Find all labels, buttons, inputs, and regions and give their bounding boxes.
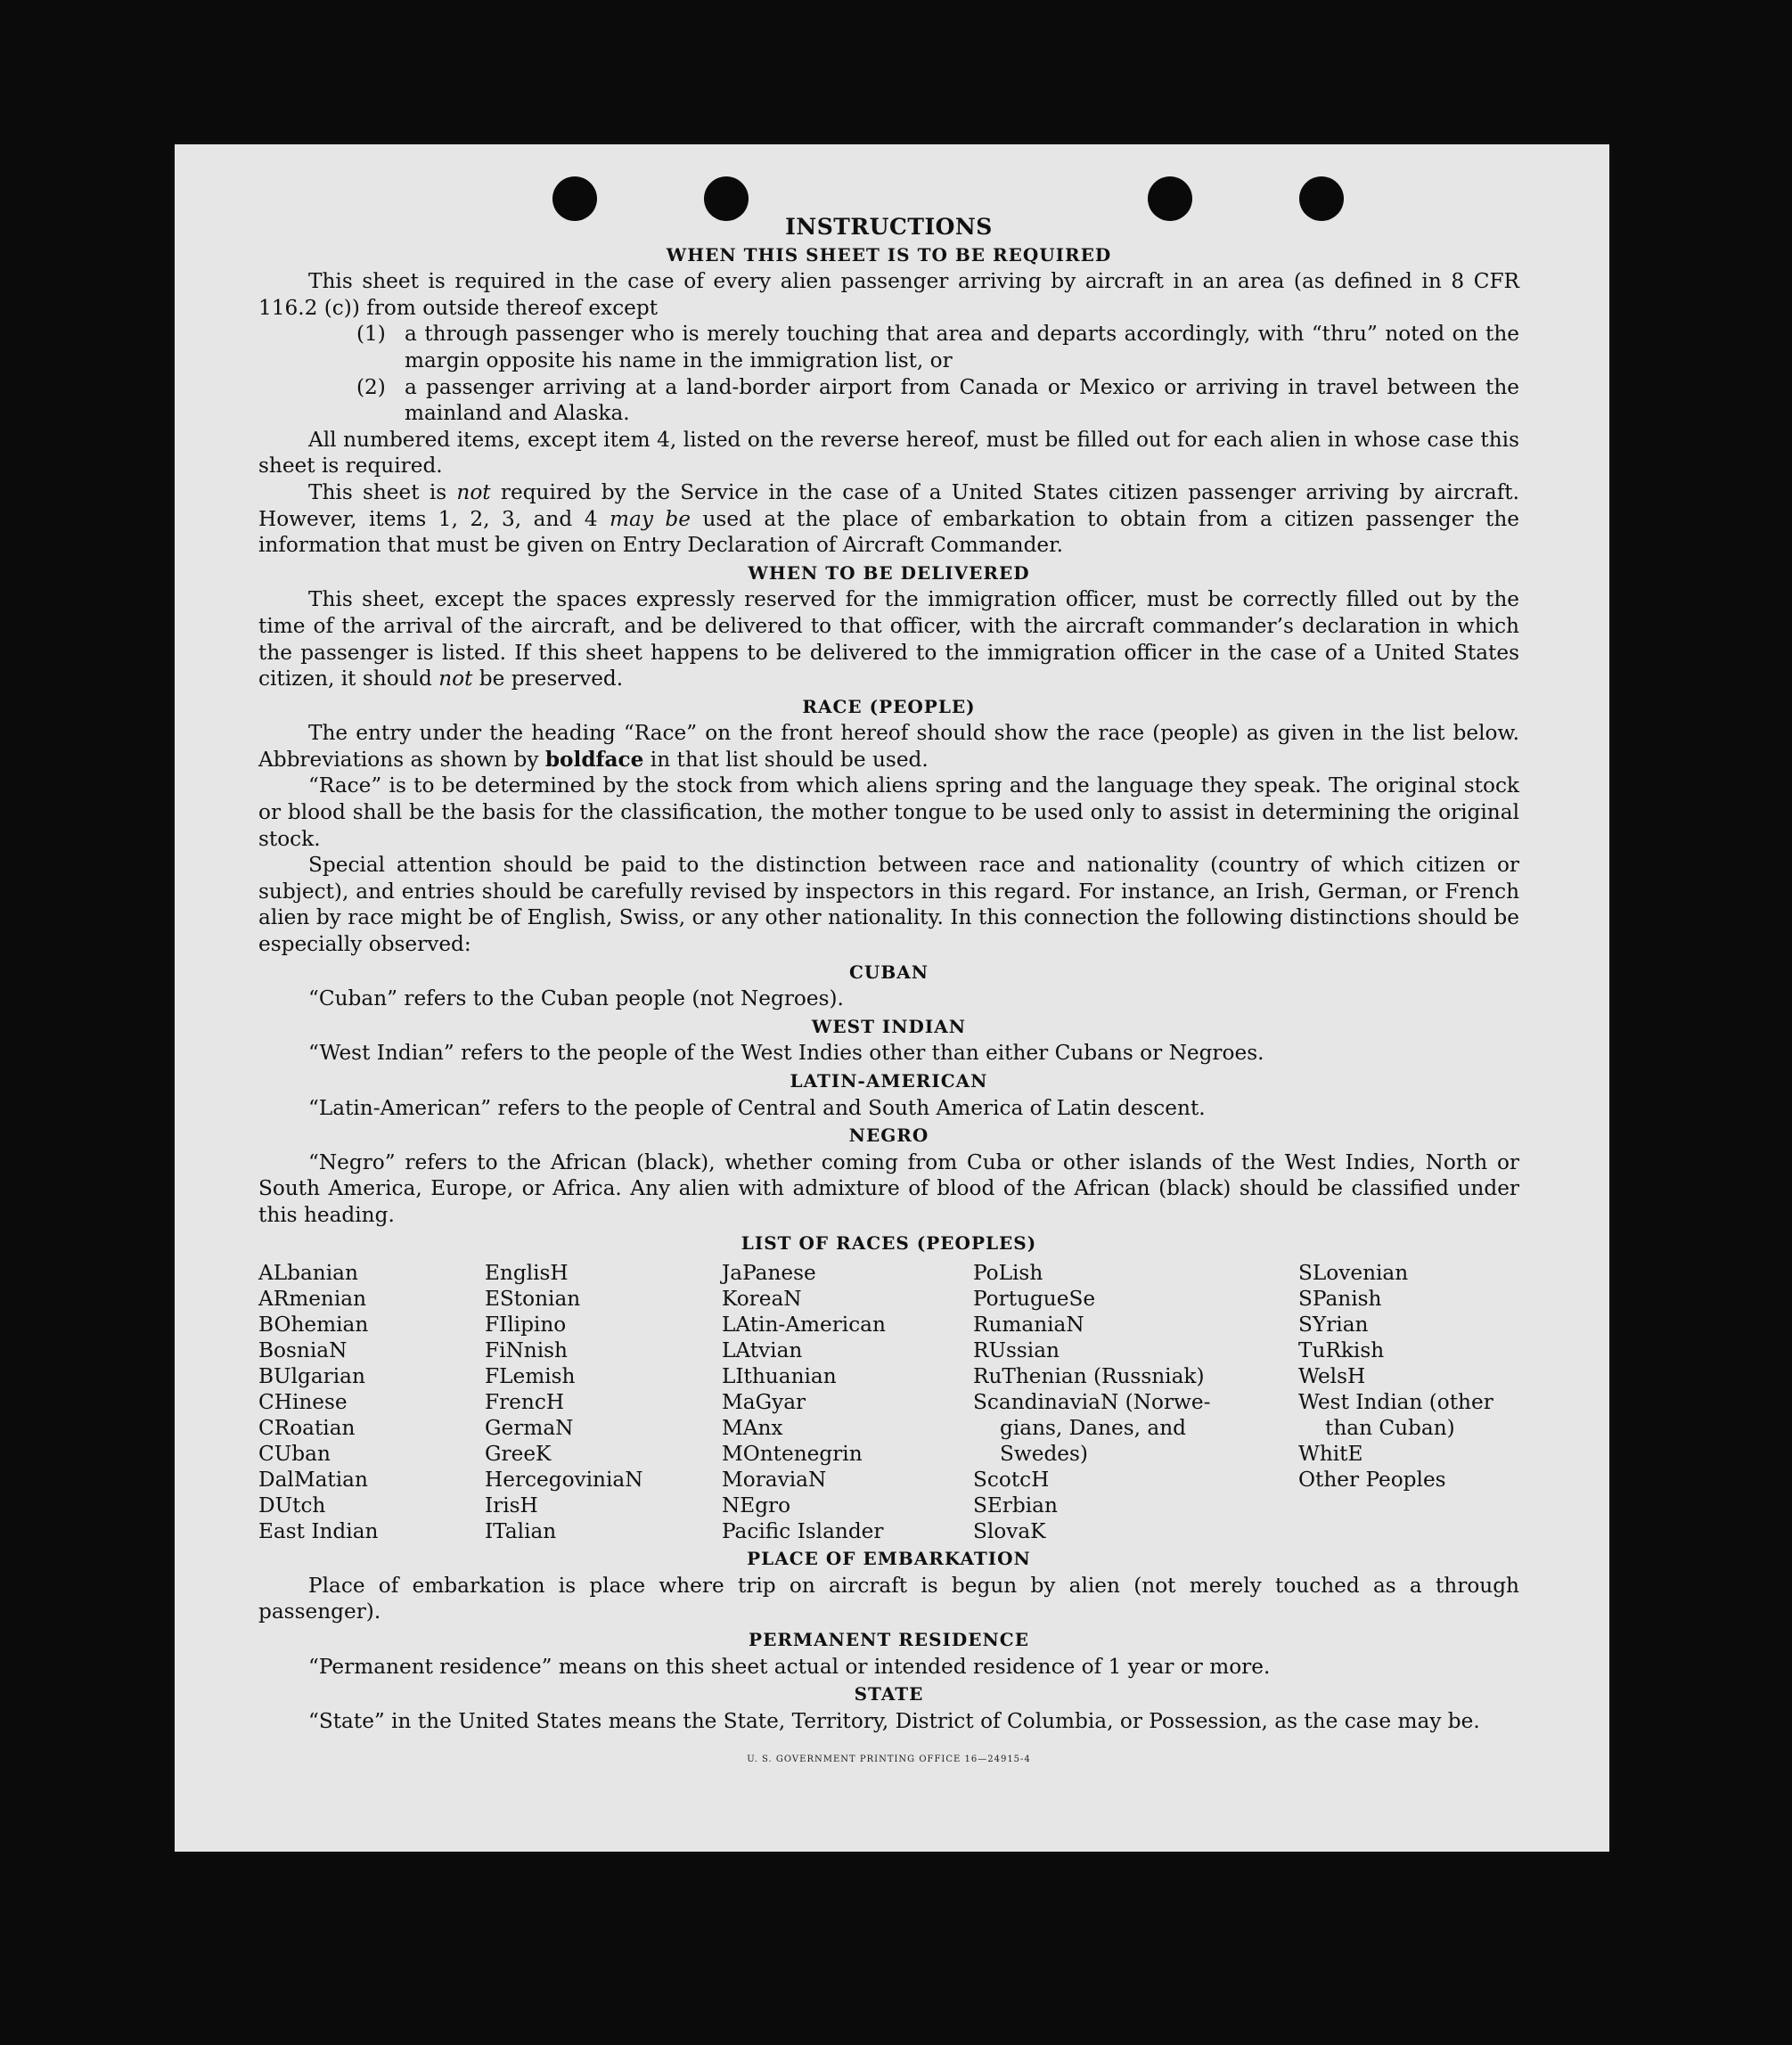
race-item: MAnx bbox=[722, 1416, 783, 1441]
race-item: FiNnish bbox=[485, 1338, 568, 1363]
race-item: CHinese bbox=[258, 1390, 348, 1415]
section-heading: PLACE OF EMBARKATION bbox=[747, 1548, 1031, 1570]
numbered-item bbox=[356, 321, 1519, 373]
race-item: DalMatian bbox=[258, 1468, 368, 1493]
race-item: than Cuban) bbox=[1325, 1416, 1455, 1441]
paragraph: “Latin-American” refers to the people of Central and South America of Latin descent. bbox=[308, 1095, 1206, 1120]
race-item: TuRkish bbox=[1298, 1338, 1385, 1363]
paragraph: Place of embarkation is place where trip on aircraft is begun by alien (not merely touched as a through passenger). bbox=[258, 1573, 1519, 1624]
bold-text: boldface bbox=[544, 747, 644, 772]
race-item: KoreaN bbox=[722, 1287, 802, 1312]
section-heading: STATE bbox=[854, 1683, 924, 1706]
item-text: a through passenger who is merely touching that area and departs accordingly, with “thru” noted on the margin opposite his name in the immigration list, or bbox=[405, 322, 1519, 372]
section-heading: RACE (PEOPLE) bbox=[802, 695, 976, 717]
race-item: GreeK bbox=[485, 1442, 552, 1467]
section-heading: CUBAN bbox=[848, 961, 929, 983]
paragraph: This sheet is required in the case of every alien passenger arriving by aircraft in an area (as defined in 8 CFR 116.2 (c)) from outside thereof except bbox=[258, 269, 1519, 320]
text-run: This sheet is bbox=[308, 479, 457, 504]
section-heading: PERMANENT RESIDENCE bbox=[749, 1628, 1029, 1650]
race-item: ScandinaviaN (Norwe- bbox=[973, 1390, 1211, 1415]
race-item: NEgro bbox=[722, 1493, 791, 1518]
paragraph: “Negro” refers to the African (black), whether coming from Cuba or other islands of the West Indies, North or South America, Europe, or Africa. Any alien with admixture of blood of the African (black) should be classified under this heading. bbox=[258, 1149, 1519, 1227]
paragraph bbox=[258, 586, 1519, 691]
race-item: FIlipino bbox=[485, 1313, 567, 1337]
race-item: JaPanese bbox=[722, 1261, 816, 1286]
race-column bbox=[485, 1260, 722, 1544]
paragraph bbox=[258, 479, 1519, 559]
race-column bbox=[258, 1260, 485, 1544]
race-item: MoraviaN bbox=[722, 1468, 827, 1493]
race-item: FLemish bbox=[485, 1364, 576, 1389]
paragraph: “West Indian” refers to the people of the West Indies other than either Cubans or Negroes. bbox=[308, 1041, 1264, 1066]
race-item: BOhemian bbox=[258, 1313, 369, 1337]
race-item: RUssian bbox=[973, 1338, 1060, 1363]
race-item: DUtch bbox=[258, 1493, 326, 1518]
race-item: West Indian (other bbox=[1298, 1390, 1493, 1415]
race-item: WhitE bbox=[1298, 1442, 1363, 1467]
race-item: HercegoviniaN bbox=[485, 1468, 643, 1493]
item-text: a passenger arriving at a land-border airport from Canada or Mexico or arriving in travel between the mainland and Alaska. bbox=[405, 374, 1519, 426]
emphasis: not bbox=[456, 479, 491, 504]
race-item: BUlgarian bbox=[258, 1364, 365, 1389]
race-item: SYrian bbox=[1298, 1313, 1369, 1337]
paragraph: Special attention should be paid to the distinction between race and nationality (country of which citizen or subject), and entries should be carefully revised by inspectors in this regard. For instance, an Irish, German, or French alien by race might be of English, Swiss, or any other nationality. In this connection the following distinctions should be especially observed: bbox=[258, 853, 1519, 957]
race-item: gians, Danes, and bbox=[1000, 1416, 1186, 1441]
race-column bbox=[1298, 1260, 1519, 1544]
paragraph: “Cuban” refers to the Cuban people (not Negroes). bbox=[308, 986, 844, 1011]
section-heading: WHEN THIS SHEET IS TO BE REQUIRED bbox=[666, 243, 1112, 266]
text-run: be preserved. bbox=[472, 667, 624, 691]
section-heading: WHEN TO BE DELIVERED bbox=[748, 561, 1030, 584]
race-item: RumaniaN bbox=[973, 1313, 1084, 1337]
race-item: BosniaN bbox=[258, 1338, 348, 1363]
race-column bbox=[722, 1260, 973, 1544]
instructions-content bbox=[258, 214, 1519, 1773]
text-run: This sheet, except the spaces expressly reserved for the immigration officer, must be correctly filled out by the time of the arrival of the aircraft, and be delivered to that officer, with the aircraft commander’s declaration in which the passenger is listed. If this sheet happens to be delivered to the immigration officer in the case of a United States citizen, it should bbox=[258, 587, 1519, 691]
section-heading: LATIN-AMERICAN bbox=[790, 1070, 988, 1092]
race-item: ScotcH bbox=[973, 1468, 1050, 1493]
race-item: SPanish bbox=[1298, 1287, 1382, 1312]
paragraph: All numbered items, except item 4, listed on the reverse hereof, must be filled out for each alien in whose case this sheet is required. bbox=[258, 427, 1519, 479]
printer-imprint: U. S. GOVERNMENT PRINTING OFFICE 16—24915-4 bbox=[747, 1755, 1031, 1765]
race-item: SlovaK bbox=[973, 1519, 1046, 1544]
text-run: The entry under the heading “Race” on the front hereof should show the race (people) as given in the list below. Abbreviations as shown by bbox=[258, 721, 1519, 772]
item-number: (1) bbox=[356, 322, 386, 347]
race-item: EStonian bbox=[485, 1287, 581, 1312]
text-run: used at the place of embarkation to obtain from a citizen passenger the information that must be given on Entry Declaration of Aircraft Commander. bbox=[258, 506, 1520, 558]
text-run: required by the Service in the case of a United States citizen passenger arriving by aircraft. However, items 1, 2, 3, and 4 bbox=[258, 479, 1519, 531]
race-item: LAtvian bbox=[722, 1338, 803, 1363]
paragraph: “State” in the United States means the State, Territory, District of Columbia, or Possession, as the case may be. bbox=[308, 1708, 1480, 1733]
text-run: in that list should be used. bbox=[643, 747, 929, 772]
race-item: IrisH bbox=[485, 1493, 538, 1518]
race-item: East Indian bbox=[258, 1519, 379, 1544]
race-item: SErbian bbox=[973, 1493, 1058, 1518]
race-item: WelsH bbox=[1298, 1364, 1366, 1389]
race-item: CRoatian bbox=[258, 1416, 356, 1441]
race-item: MaGyar bbox=[722, 1390, 806, 1415]
item-number: (2) bbox=[356, 374, 386, 399]
race-item: MOntenegrin bbox=[722, 1442, 863, 1467]
document-sheet bbox=[175, 144, 1609, 1852]
emphasis: not bbox=[438, 667, 473, 691]
race-item: RuThenian (Russniak) bbox=[973, 1364, 1205, 1389]
race-item: FrencH bbox=[485, 1390, 565, 1415]
race-item: ITalian bbox=[485, 1519, 557, 1544]
race-item: GermaN bbox=[485, 1416, 574, 1441]
page-title: INSTRUCTIONS bbox=[785, 214, 993, 240]
race-item: SLovenian bbox=[1298, 1261, 1409, 1286]
race-item: EnglisH bbox=[485, 1261, 569, 1286]
emphasis: may be bbox=[610, 506, 691, 531]
race-item: ARmenian bbox=[258, 1287, 367, 1312]
race-item: LIthuanian bbox=[722, 1364, 837, 1389]
race-item: PortugueSe bbox=[973, 1287, 1096, 1312]
race-item: Other Peoples bbox=[1298, 1468, 1446, 1493]
section-heading: WEST INDIAN bbox=[811, 1015, 967, 1037]
race-item: Swedes) bbox=[1000, 1442, 1088, 1467]
paragraph: “Permanent residence” means on this sheet actual or intended residence of 1 year or more. bbox=[308, 1654, 1271, 1679]
race-item: ALbanian bbox=[258, 1261, 358, 1286]
race-list bbox=[258, 1260, 1519, 1544]
race-item: Pacific Islander bbox=[722, 1519, 884, 1544]
section-heading: NEGRO bbox=[848, 1125, 929, 1147]
paragraph: “Race” is to be determined by the stock from which aliens spring and the language they speak. The original stock or blood shall be the basis for the classification, the mother tongue to be used only to assist in determining the original stock. bbox=[258, 773, 1519, 851]
numbered-item bbox=[356, 374, 1519, 427]
race-column bbox=[973, 1260, 1298, 1544]
paragraph bbox=[258, 720, 1519, 773]
race-item: LAtin-American bbox=[722, 1313, 886, 1337]
section-heading: LIST OF RACES (PEOPLES) bbox=[741, 1231, 1037, 1254]
race-item: CUban bbox=[258, 1442, 331, 1467]
race-item: PoLish bbox=[973, 1261, 1043, 1286]
